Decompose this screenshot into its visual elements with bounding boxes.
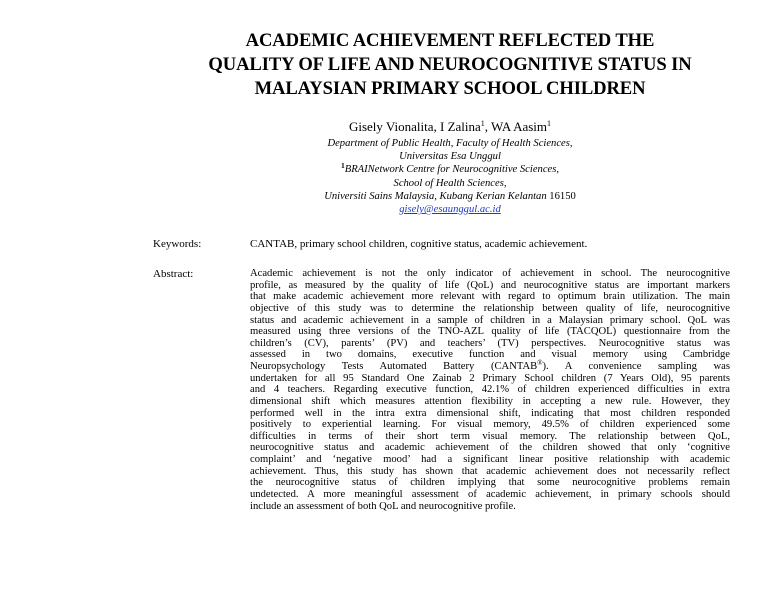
cantab-text-rest: ). A convenience sampling was [542, 361, 730, 372]
abstract-line: measured using three versions of the TNO-AZL quality of life (TACQOL) questionnaire from the [250, 326, 730, 338]
abstract-line: undertaken for all 95 Standard One Zainab 2 Primary School children (7 Years Old), 95 parents [250, 372, 730, 384]
abstract-line: positively to experiential learning. For visual memory, 49.5% of children experienced some [250, 419, 730, 431]
abstract-line: status and academic achievement in a sample of children in a Malaysian primary school. QoL was [250, 314, 730, 326]
affiliation-university: Universiti Sains Malaysia, Kubang Kerian Kelantan [324, 190, 547, 202]
abstract-text [250, 268, 730, 512]
affiliation-line-2: Universitas Esa Unggul [399, 151, 501, 163]
cantab-text: Neuropsychology Tests Automated Battery (CANTAB [250, 361, 538, 372]
abstract-line: achievement. Thus, this study has shown that academic achievement does not necessarily reflect [250, 465, 730, 477]
author-affil-marker-2: 1 [547, 119, 552, 128]
abstract-line: children’s (CV), parents’ (PV) and teachers’ (TV) perspectives. Neurocognitive status was [250, 337, 730, 349]
title-line-1: ACADEMIC ACHIEVEMENT REFLECTED THE [245, 30, 655, 51]
abstract-line: dimensional shift which measures attention flexibility in accepting a new rule. However, they [250, 395, 730, 407]
affiliation-line-4: School of Health Sciences, [393, 177, 507, 189]
affiliation-line-6 [140, 203, 760, 216]
abstract-line-cantab [250, 361, 730, 373]
affiliation-centre: BRAINetwork Centre for Neurocognitive Sciences, [344, 164, 560, 176]
abstract-line: performed well in the intra extra dimensional shift, indicating that most children responded [250, 407, 730, 419]
affiliation-postcode: 16150 [546, 190, 576, 202]
author-list [140, 119, 760, 135]
author-names-1: Gisely Vionalita, I Zalina [348, 119, 481, 134]
abstract-line: objective of this study was to determine the relationship between quality of life, neurocognitive [250, 302, 730, 314]
abstract-line: undetected. A more meaningful assessment of academic achievement, in primary schools should [250, 488, 730, 500]
abstract-line: that make academic achievement more relevant with regard to optimum brain utilization. The main [250, 291, 730, 303]
title-line-2: QUALITY OF LIFE AND NEUROCOGNITIVE STATUS IN [208, 54, 692, 75]
author-affil-marker-1: 1 [480, 119, 485, 128]
abstract-line: difficulties in terms of their short term visual memory. The relationship between QoL, [250, 430, 730, 442]
paper-title [140, 29, 760, 101]
abstract-line: and 4 teachers. Regarding executive function, 42.1% of children experienced difficulties in extra [250, 384, 730, 396]
abstract-line: Academic achievement is not the only indicator of achievement in school. The neurocognitive [250, 268, 730, 279]
affiliation-line-3 [140, 163, 760, 176]
affiliation-line-1: Department of Public Health, Faculty of Health Sciences, [327, 138, 573, 149]
keywords-text: CANTAB, primary school children, cognitive status, academic achievement. [250, 238, 588, 250]
abstract-last-line: include an assessment of both QoL and neurocognitive profile. [250, 500, 516, 512]
affiliation-marker: 1 [340, 161, 345, 171]
affiliation-line-5 [140, 190, 760, 203]
abstract-line: neurocognitive status and academic achievement of the children showed that only ‘cognitive [250, 442, 730, 454]
abstract-line: complaint’ and ‘negative mood’ had a significant linear positive relationship with academic [250, 454, 730, 465]
abstract-line: the neurocognitive status of children implying that some neurocognitive problems remain [250, 477, 730, 489]
registered-mark: ® [537, 359, 543, 367]
affiliations [140, 137, 760, 216]
author-names-2: , WA Aasim [484, 119, 548, 134]
email-link[interactable]: gisely@esaunggul.ac.id [399, 204, 501, 216]
abstract-line: profile, as measured by the quality of life (QoL) and neurocognitive status are important markers [250, 279, 730, 291]
abstract-line: assessed in two domains, executive function and visual memory using Cambridge [250, 349, 730, 361]
abstract-label: Abstract: [153, 268, 194, 280]
keywords-label: Keywords: [153, 238, 202, 250]
title-line-3: MALAYSIAN PRIMARY SCHOOL CHILDREN [254, 78, 646, 99]
